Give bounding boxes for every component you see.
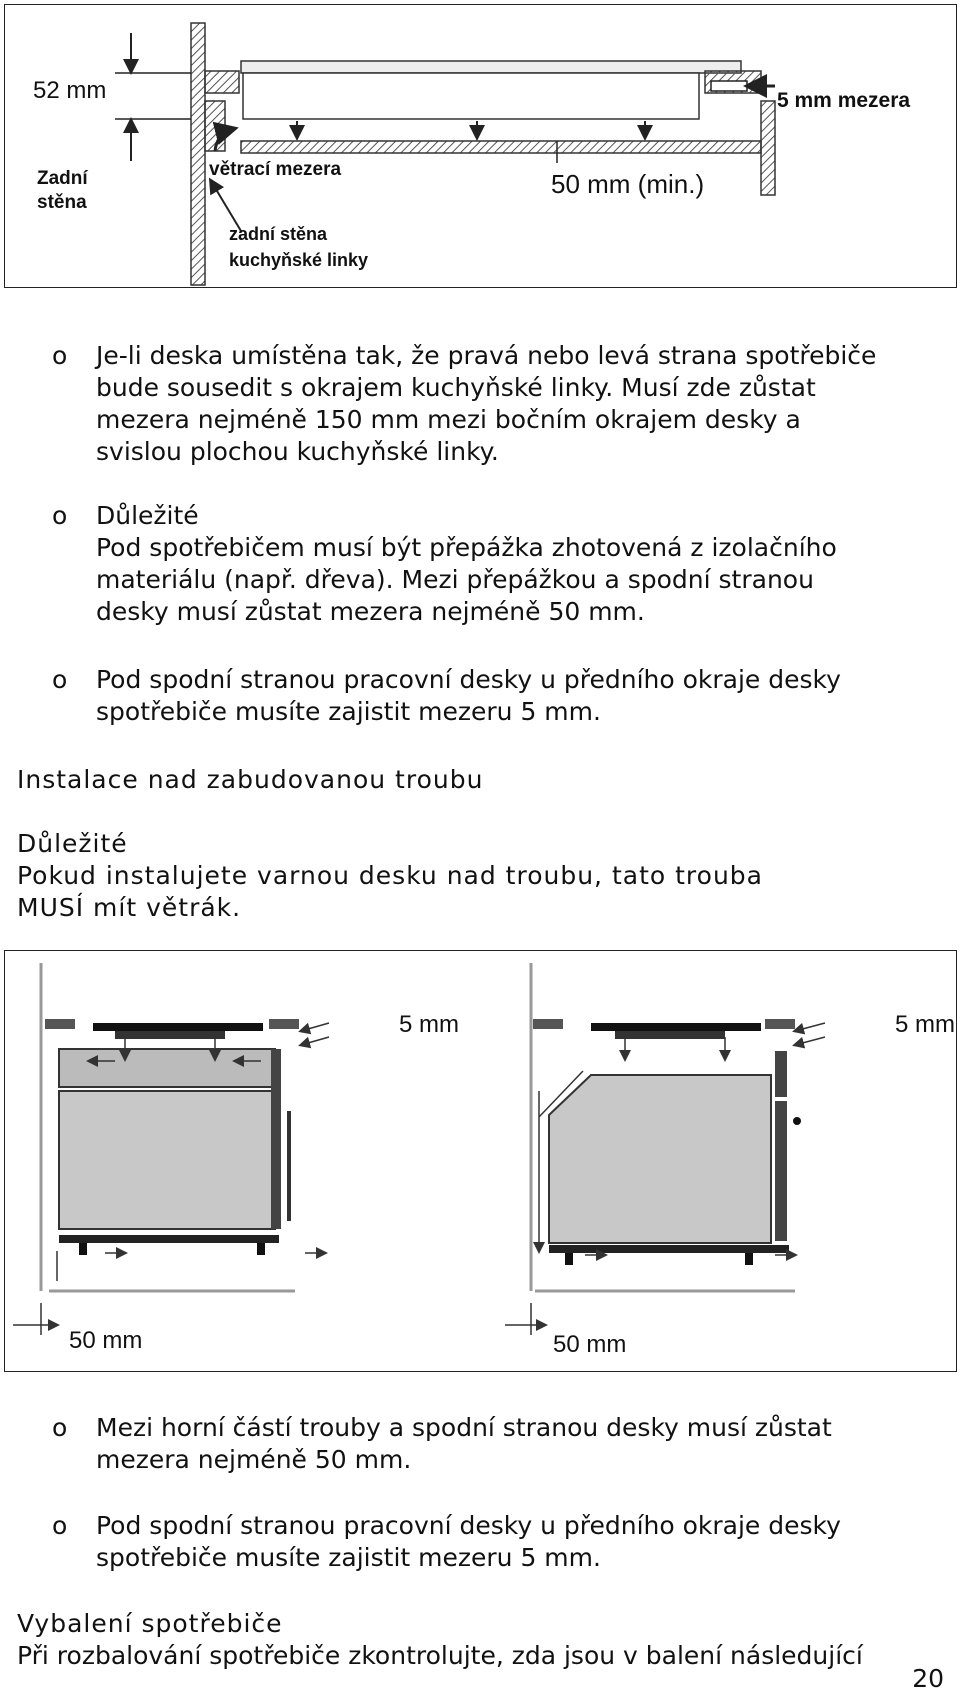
- bullet-line: spotřebiče musíte zajistit mezeru 5 mm.: [96, 697, 601, 726]
- oven-section-drawing: [5, 951, 956, 1371]
- left-5mm-label: 5 mm: [399, 1011, 459, 1038]
- dim-52-label: 52 mm: [33, 77, 107, 104]
- bullet-line: Pod spodní stranou pracovní desky u předního okraje desky: [96, 1511, 841, 1540]
- vent-gap-label: větrací mezera: [209, 159, 342, 180]
- cabinet-back-label-line1: zadní stěna: [229, 224, 328, 244]
- section-title-unpacking: Vybalení spotřebiče: [17, 1609, 283, 1638]
- hob-right: [591, 1023, 761, 1031]
- back-wall-label-line1: Zadní: [37, 168, 88, 189]
- bullet-line: mezera nejméně 150 mm mezi bočním okrajem desky a: [96, 405, 801, 434]
- front-panel: [761, 101, 775, 195]
- bullet-mark: o: [52, 501, 68, 530]
- installation-diagram-hob: [4, 4, 957, 288]
- bullet-mark: o: [52, 341, 68, 370]
- para-line: Pokud instalujete varnou desku nad troubu, tato trouba: [17, 861, 763, 890]
- installation-diagram-oven: [4, 950, 957, 1372]
- oven-body-right: [549, 1075, 771, 1243]
- bullet-line: desky musí zůstat mezera nejméně 50 mm.: [96, 597, 645, 626]
- oven-body-left: [59, 1091, 275, 1229]
- hob-section-drawing: [5, 5, 956, 287]
- oven-fan-requirement: [17, 860, 947, 924]
- back-wall-label: [37, 167, 88, 215]
- bullet-line: svislou plochou kuchyňské linky.: [96, 437, 499, 466]
- bullet-line: Důležité: [96, 501, 199, 530]
- bullet-line: Pod spodní stranou pracovní desky u předního okraje desky: [96, 665, 841, 694]
- partition-board: [241, 141, 761, 153]
- page-number: 20: [912, 1664, 944, 1693]
- right-5mm-label: 5 mm: [895, 1011, 955, 1038]
- bullet-line: bude sousedit s okrajem kuchyňské linky. Musí zde zůstat: [96, 373, 816, 402]
- section-title-oven: Instalace nad zabudovanou troubu: [17, 765, 484, 794]
- bullet-line: materiálu (např. dřeva). Mezi přepážkou a spodní stranou: [96, 565, 814, 594]
- cabinet-back-label-line2: kuchyňské linky: [229, 250, 369, 270]
- bullet-mark: o: [52, 1511, 68, 1540]
- hob-glass: [241, 61, 741, 73]
- bullet-line: Je-li deska umístěna tak, že pravá nebo levá strana spotřebiče: [96, 341, 877, 370]
- bullet-mark: o: [52, 1413, 68, 1442]
- back-wall: [191, 23, 205, 285]
- worktop-right: [269, 1019, 299, 1029]
- dim-50-label: 50 mm (min.): [551, 169, 705, 199]
- bullet-line: spotřebiče musíte zajistit mezeru 5 mm.: [96, 1543, 601, 1572]
- important-label: Důležité: [17, 829, 128, 858]
- right-50mm-label: 50 mm: [553, 1331, 627, 1358]
- hob-body: [243, 73, 699, 119]
- hob-left: [93, 1023, 263, 1031]
- worktop-left: [45, 1019, 75, 1029]
- back-wall-label-line2: stěna: [37, 192, 87, 213]
- bullet-mark: o: [52, 665, 68, 694]
- oven-top-left: [59, 1049, 275, 1087]
- para-line: MUSÍ mít větrák.: [17, 893, 242, 922]
- bullet-line: Pod spotřebičem musí být přepážka zhotovená z izolačního: [96, 533, 837, 562]
- dim-5-label: 5 mm mezera: [777, 89, 911, 112]
- unpacking-text: Při rozbalování spotřebiče zkontrolujte, zda jsou v balení následující: [17, 1641, 863, 1670]
- bullet-line: mezera nejméně 50 mm.: [96, 1445, 412, 1474]
- cabinet-back-label: [229, 221, 368, 273]
- left-50mm-label: 50 mm: [69, 1327, 143, 1354]
- cabinet-back: [205, 101, 225, 151]
- bullet-line: Mezi horní částí trouby a spodní stranou desky musí zůstat: [96, 1413, 832, 1442]
- worktop-left: [205, 71, 239, 93]
